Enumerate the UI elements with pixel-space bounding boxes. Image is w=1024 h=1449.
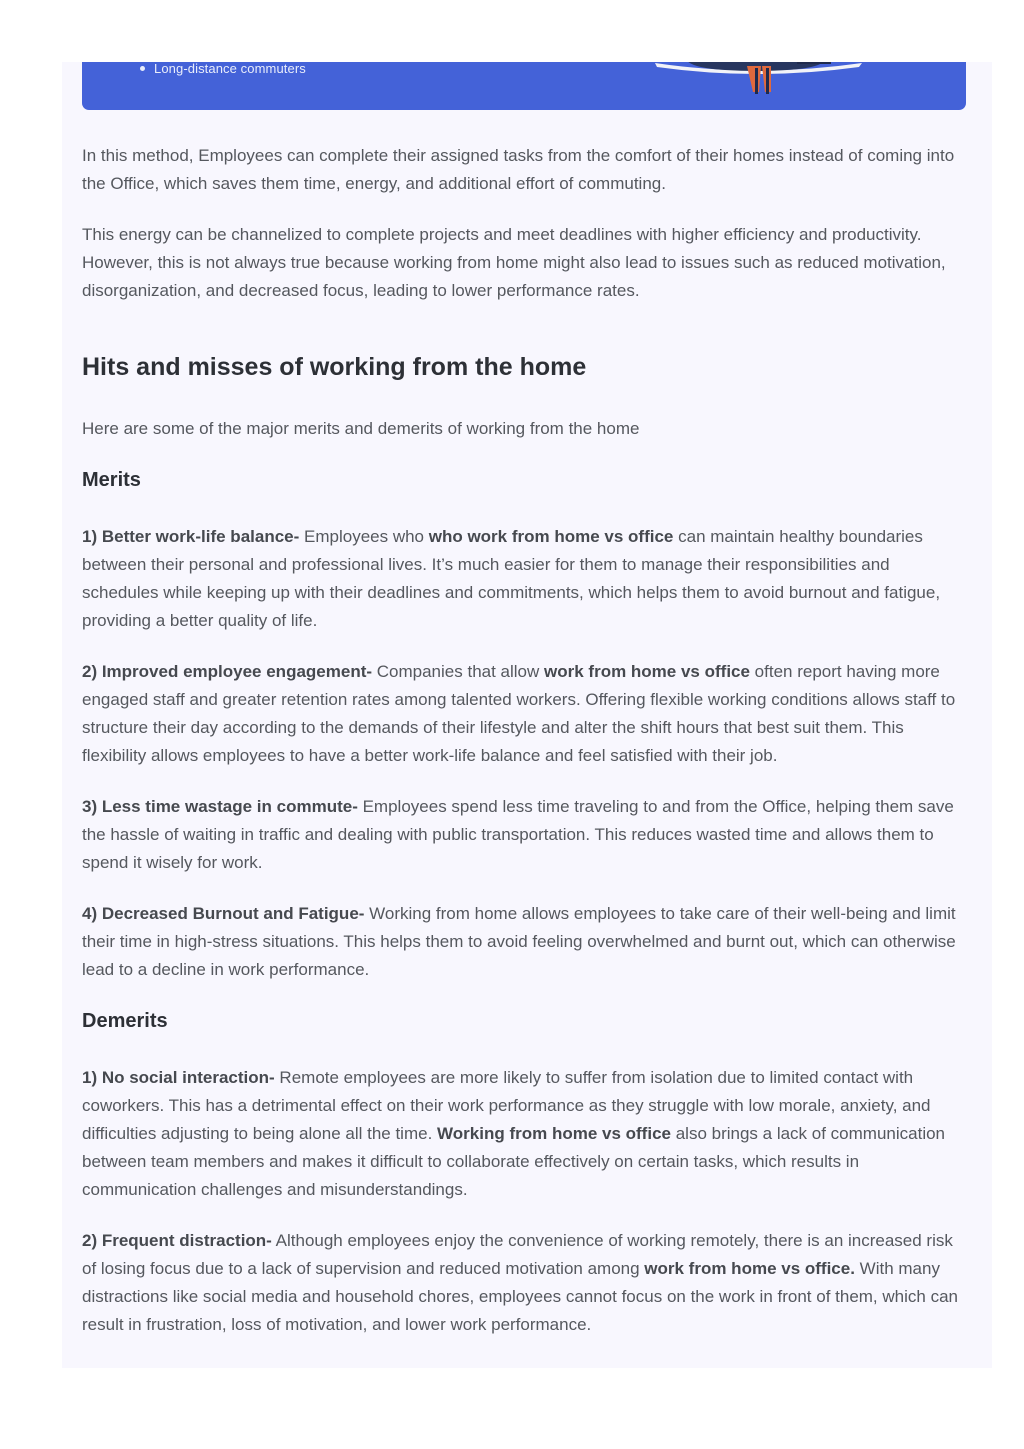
keyword-highlight: Working from home vs office [437, 1124, 671, 1143]
demerit-text: Although employees enjoy the convenience of working remotely, there is an increased risk of losing focus due to a lack of supervision and reduced motivation among [82, 1231, 953, 1278]
bullet-dot-icon [140, 66, 145, 71]
keyword-highlight: work from home vs office. [644, 1259, 855, 1278]
demerit-title: 1) No social interaction- [82, 1068, 275, 1087]
demerit-text: With many distractions like social media and household chores, employees cannot focus on the work in front of them, which can result in frustration, loss of motivation, and lower work performance. [82, 1259, 958, 1334]
merit-item [82, 793, 966, 877]
merit-text: Working from home allows employees to take care of their well-being and limit their time in high-stress situations. This helps them to avoid feeling overwhelmed and burnt out, which can otherwise lead to a decline in work performance. [82, 904, 956, 979]
merit-title: 4) Decreased Burnout and Fatigue- [82, 904, 365, 923]
intro-paragraph-1: In this method, Employees can complete their assigned tasks from the comfort of their homes instead of coming into the Office, which saves them time, energy, and additional effort of commuting. [82, 146, 955, 193]
article-body [82, 142, 966, 1362]
keyword-highlight: work from home vs office [544, 662, 750, 681]
merit-item [82, 900, 966, 984]
demerit-item [82, 1227, 966, 1339]
person-with-laptop-illustration [637, 62, 877, 98]
merit-item [82, 523, 966, 635]
merit-item [82, 658, 966, 770]
merit-title: 2) Improved employee engagement- [82, 662, 373, 681]
merit-title: 3) Less time wastage in commute- [82, 797, 358, 816]
section-heading: Hits and misses of working from the home [82, 353, 587, 381]
merit-text: Employees spend less time traveling to and from the Office, helping them save the hassle of waiting in traffic and dealing with public transportation. This reduces wasted time and allows them to spend it wisely for work. [82, 797, 954, 872]
hero-banner [82, 62, 966, 110]
merit-text: Employees who [299, 527, 429, 546]
banner-bullet-item [140, 62, 306, 76]
demerit-text: Remote employees are more likely to suffer from isolation due to limited contact with coworkers. This has a detrimental effect on their work performance as they struggle with low morale, anxiety, and difficulties adjusting to being alone all the time. [82, 1068, 931, 1143]
merit-title: 1) Better work-life balance- [82, 527, 300, 546]
intro-paragraph-2: This energy can be channelized to complete projects and meet deadlines with higher efficiency and productivity. However, this is not always true because working from home might also lead to issues such as reduced motivation, disorganization, and decreased focus, leading to lower performance rates. [82, 225, 946, 300]
merit-text: Companies that allow [372, 662, 545, 681]
merit-text: can maintain healthy boundaries between their personal and professional lives. It’s much easier for them to manage their responsibilities and schedules while keeping up with their deadlines and commitments, which helps them to avoid burnout and fatigue, providing a better quality of life. [82, 527, 941, 630]
demerit-item [82, 1064, 966, 1204]
section-lead: Here are some of the major merits and demerits of working from the home [82, 419, 640, 438]
demerit-title: 2) Frequent distraction- [82, 1231, 272, 1250]
banner-bullet-text: Long-distance commuters [154, 62, 306, 76]
merits-heading: Merits [82, 469, 141, 491]
merit-text: often report having more engaged staff and greater retention rates among talented workers. Offering flexible working conditions allows staff to structure their day according to the demands of their lifestyle and alter the shift hours that best suit them. This flexibility allows employees to have a better work-life balance and feel satisfied with their job. [82, 662, 956, 765]
demerit-text: also brings a lack of communication between team members and makes it difficult to collaborate effectively on certain tasks, which results in communication challenges and misunderstandings. [82, 1124, 946, 1199]
article-card [62, 62, 992, 1368]
demerits-heading: Demerits [82, 1010, 168, 1032]
keyword-highlight: who work from home vs office [428, 527, 674, 546]
